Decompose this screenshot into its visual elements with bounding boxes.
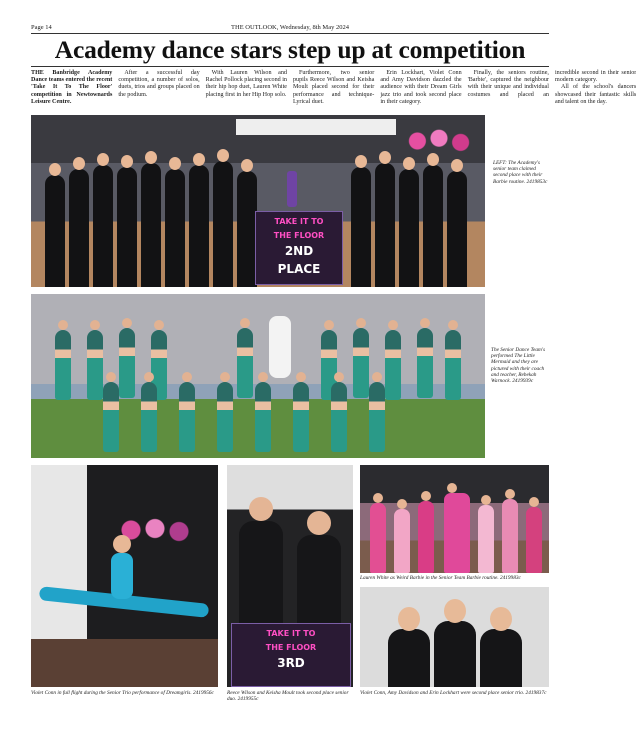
dancer-figure [385,330,401,400]
dancer-figure [480,629,522,687]
dancer-figure [388,629,430,687]
caption-photo3: Violet Conn in full flight during the Senior Trio performance of Dreamgirls. 2419956c [31,690,214,696]
dancer-figure [165,169,185,287]
dancer-figure [69,169,89,287]
article-paragraph: Furthermore, two senior pupils Reece Wilson and Keisha Moult placed second for their performance and technique-Lyrical duet. [292,70,375,105]
photo-senior-trio [360,587,549,687]
dancer-figure [45,175,65,287]
dancer-figure [445,330,461,400]
dancer-figure [297,535,341,631]
article-paragraph: After a successful day competition, a number of solos, duets, trios and groups placed on the podium. [118,70,200,98]
balloon-arch [403,127,475,155]
page-number: Page 14 [31,23,52,31]
placard-line-1: TAKE IT TO [266,629,316,638]
headline: Academy dance stars step up at competition [54,35,526,64]
photo-weird-barbie [360,465,549,573]
dancer-figure [447,171,467,287]
dancer-figure [293,382,309,452]
dancer-figure [255,382,271,452]
award-placard [231,623,351,687]
paper-dateline: THE OUTLOOK, Wednesday, 8th May 2024 [231,23,349,31]
article-body [31,70,636,112]
caption-photo1: LEFT: The Academy's senior team claimed second place with their Barbie routine. 2419853c [493,160,548,185]
dancer-figure [117,167,137,287]
page-folio [31,21,549,34]
photo-senior-team [31,115,485,287]
dancer-figure [394,509,410,573]
dancer-figure [237,171,257,287]
caption-photo2: The Senior Dance Team's performed The Little Mermaid and they are pictured with their coach and teacher, Rebekah Warnock. 2419939c [491,347,546,385]
placard-line-1: TAKE IT TO [274,217,324,226]
dancer-figure [239,521,283,631]
article-paragraph: Erin Lockhart, Violet Conn and Amy Davidson dazzled the audience with their Dream Girls jazz trio and took second place in their category. [380,70,462,105]
dancer-figure [417,328,433,398]
photo-senior-duo [227,465,353,687]
dancer-figure [93,165,113,287]
dancer-figure [434,621,476,687]
dancer-figure [502,499,518,573]
award-placard [255,211,343,285]
placard-place-number: 3RD [277,656,305,670]
dancer-figure [370,503,386,573]
dancer-figure [103,382,119,452]
dancer-figure [141,163,161,287]
article-paragraph: With Lauren Wilson and Rachel Pollock placing second in their hip hop duet, Lauren White placing first in her Hip Hop solo. [205,70,287,98]
caption-photo6: Violet Conn, Amy Davidson and Erin Lockhart were second place senior trio. 2419837c [360,690,547,696]
lead-bold: THE Banbridge Academy Dance teams entered the recent 'Take It To The Floor' competition in Newtownards Leisure Centre. [31,70,113,105]
dancer-figure [351,167,371,287]
dancer-figure [55,330,71,400]
venue-banner [236,119,396,135]
dancer-figure [418,501,434,573]
dancer-figure [423,165,443,287]
headline-rule [31,66,549,67]
dancer-figure [478,505,494,573]
stage-floor [31,639,218,687]
placard-place-word: PLACE [277,262,321,276]
article-lead [31,70,112,106]
dancer-figure [213,161,233,287]
trophy [287,171,297,207]
dancer-head [113,535,131,553]
dancer-figure [87,330,103,400]
dancer-figure [179,382,195,452]
dancer-figure [369,382,385,452]
article-paragraph: Finally, the seniors routine, 'Barbie', captured the neighbour with their unique and individual costumes and placed an incredible second in their senior modern category. [467,70,636,98]
caption-photo5: Lauren White as Weird Barbie in the Senior Team Barbie routine. 2419983c [360,575,521,581]
photo-violet-leap [31,465,218,687]
photo-little-mermaid [31,294,485,458]
dancer-figure [444,493,470,573]
dancer-figure [141,382,157,452]
dancer-figure [217,382,233,452]
placard-line-2: THE FLOOR [265,643,317,652]
placard-place-number: 2ND [284,244,314,258]
caption-photo4: Reece Wilson and Keisha Moult took second place senior duo. 2419955c [227,690,349,703]
article-paragraph: All of the school's dancers showcased their fantastic skills and talent on the day. [554,84,636,105]
dancer-figure [353,328,369,398]
coach-figure [269,316,291,378]
dancer-figure [189,165,209,287]
balloon-arch [119,515,199,545]
dancer-figure [331,382,347,452]
dancer-figure [375,163,395,287]
dancer-figure [399,169,419,287]
placard-line-2: THE FLOOR [273,231,325,240]
dancer-figure [526,507,542,573]
dancer-figure [119,328,135,398]
dancer-torso [111,553,133,599]
dancer-figure [237,328,253,398]
